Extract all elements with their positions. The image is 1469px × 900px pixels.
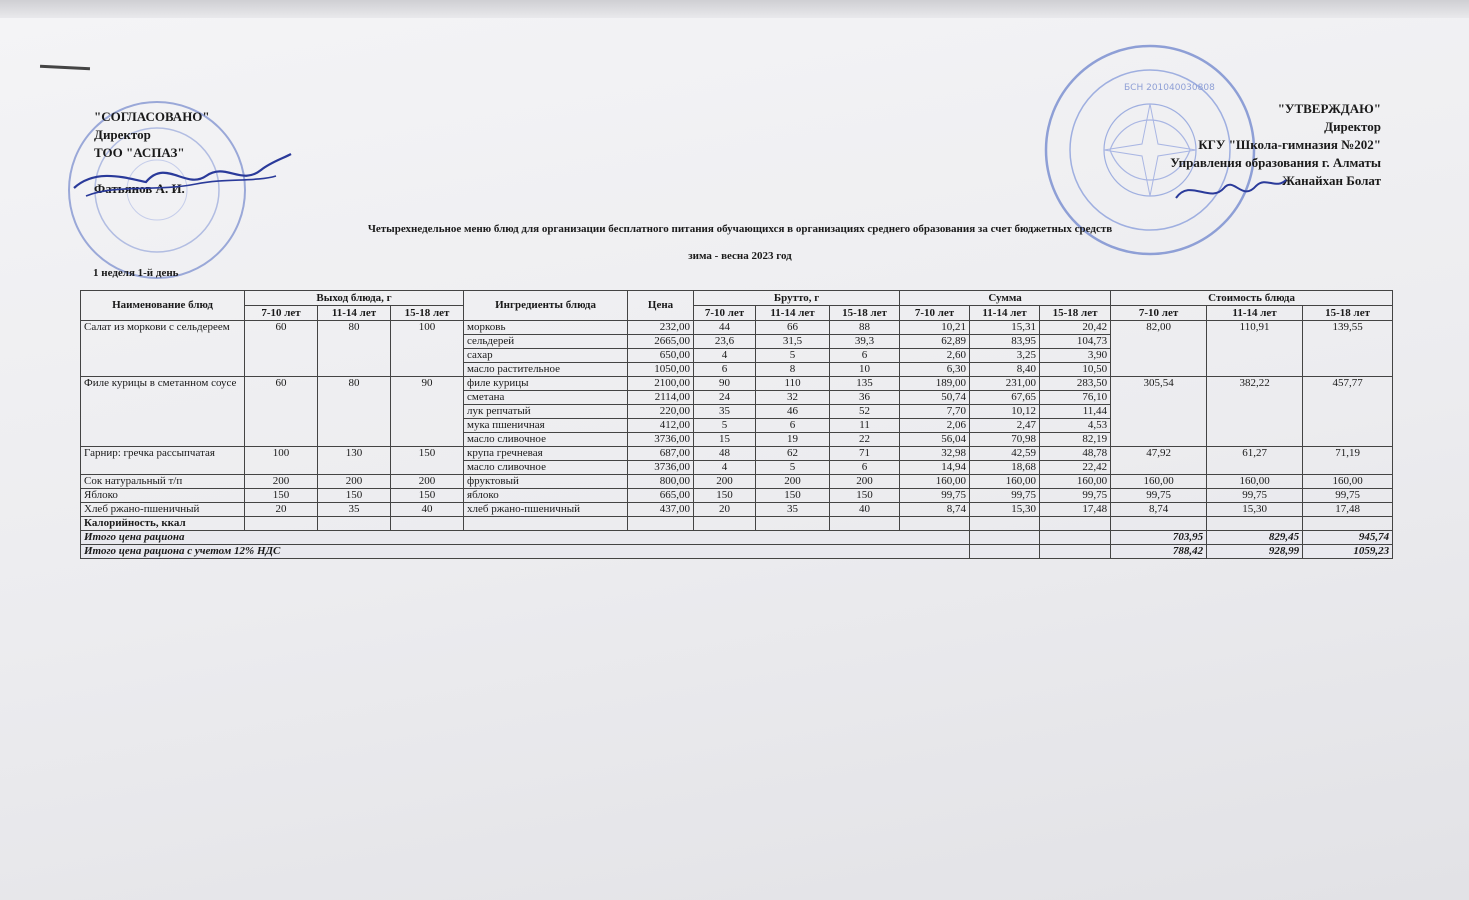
cost-age-2: 11-14 лет	[1207, 306, 1303, 321]
dish-cost: 99,75	[1303, 489, 1393, 503]
brutto-value: 11	[830, 419, 900, 433]
sum-value: 62,89	[900, 335, 970, 349]
calories-label: Калорийность, ккал	[81, 517, 245, 531]
ingredient-price: 1050,00	[628, 363, 694, 377]
empty-cell	[694, 517, 756, 531]
output-value: 40	[391, 503, 464, 517]
ingredient-price: 2114,00	[628, 391, 694, 405]
document-subtitle: зима - весна 2023 год	[688, 250, 792, 262]
brutto-value: 46	[756, 405, 830, 419]
sum-value: 18,68	[970, 461, 1040, 475]
sum-value: 160,00	[900, 475, 970, 489]
total-label: Итого цена рациона с учетом 12% НДС	[81, 545, 970, 559]
ingredient-price: 3736,00	[628, 461, 694, 475]
brutto-value: 150	[756, 489, 830, 503]
dish-cost: 82,00	[1111, 321, 1207, 377]
brutto-value: 6	[830, 461, 900, 475]
sum-value: 76,10	[1040, 391, 1111, 405]
sum-value: 189,00	[900, 377, 970, 391]
brutto-value: 31,5	[756, 335, 830, 349]
brutto-value: 35	[694, 405, 756, 419]
ingredient-name: сельдерей	[464, 335, 628, 349]
empty-cell	[245, 517, 318, 531]
output-age-1: 7-10 лет	[245, 306, 318, 321]
menu-table	[80, 290, 1393, 559]
sum-value: 10,12	[970, 405, 1040, 419]
sum-value: 2,47	[970, 419, 1040, 433]
cost-age-1: 7-10 лет	[1111, 306, 1207, 321]
output-value: 200	[391, 475, 464, 489]
sum-value: 99,75	[970, 489, 1040, 503]
sum-value: 50,74	[900, 391, 970, 405]
ingredient-name: хлеб ржано-пшеничный	[464, 503, 628, 517]
dish-name: Салат из моркови с сельдереем	[81, 321, 245, 377]
total-value: 788,42	[1111, 545, 1207, 559]
dish-name: Хлеб ржано-пшеничный	[81, 503, 245, 517]
sum-value: 283,50	[1040, 377, 1111, 391]
brutto-value: 71	[830, 447, 900, 461]
brutto-value: 200	[830, 475, 900, 489]
empty-cell	[1111, 517, 1207, 531]
sum-value: 160,00	[970, 475, 1040, 489]
col-ingredients: Ингредиенты блюда	[464, 291, 628, 321]
dish-cost: 110,91	[1207, 321, 1303, 377]
agreed-label: "СОГЛАСОВАНО"	[94, 109, 210, 124]
brutto-value: 52	[830, 405, 900, 419]
dish-cost: 160,00	[1111, 475, 1207, 489]
ingredient-name: лук репчатый	[464, 405, 628, 419]
ingredient-name: сметана	[464, 391, 628, 405]
output-value: 60	[245, 321, 318, 377]
empty-cell	[391, 517, 464, 531]
dish-cost: 305,54	[1111, 377, 1207, 447]
output-value: 200	[245, 475, 318, 489]
ingredient-price: 3736,00	[628, 433, 694, 447]
output-value: 200	[318, 475, 391, 489]
total-value: 703,95	[1111, 531, 1207, 545]
dish-cost: 8,74	[1111, 503, 1207, 517]
brutto-value: 35	[756, 503, 830, 517]
calories-row	[81, 517, 1393, 531]
brutto-value: 6	[694, 363, 756, 377]
cost-age-3: 15-18 лет	[1303, 306, 1393, 321]
brutto-value: 15	[694, 433, 756, 447]
sum-value: 17,48	[1040, 503, 1111, 517]
sum-value: 42,59	[970, 447, 1040, 461]
sum-age-2: 11-14 лет	[970, 306, 1040, 321]
brutto-value: 90	[694, 377, 756, 391]
ingredient-name: морковь	[464, 321, 628, 335]
stamp-code: БСН 201040030808	[1124, 83, 1215, 93]
brutto-value: 4	[694, 349, 756, 363]
brutto-value: 66	[756, 321, 830, 335]
dish-cost: 382,22	[1207, 377, 1303, 447]
ingredient-name: филе курицы	[464, 377, 628, 391]
sum-value: 2,06	[900, 419, 970, 433]
dish-name: Гарнир: гречка рассыпчатая	[81, 447, 245, 475]
output-age-3: 15-18 лет	[391, 306, 464, 321]
sum-value: 99,75	[900, 489, 970, 503]
signature-left	[66, 148, 296, 208]
sum-value: 20,42	[1040, 321, 1111, 335]
output-value: 150	[391, 447, 464, 475]
dish-cost: 457,77	[1303, 377, 1393, 447]
brutto-value: 62	[756, 447, 830, 461]
total-value: 1059,23	[1303, 545, 1393, 559]
ingredient-price: 687,00	[628, 447, 694, 461]
col-brutto: Брутто, г	[694, 291, 900, 306]
table-body	[81, 321, 1393, 559]
dish-name: Яблоко	[81, 489, 245, 503]
empty-cell	[830, 517, 900, 531]
total-label: Итого цена рациона	[81, 531, 970, 545]
director-right-label: Директор	[1324, 119, 1381, 134]
week-label: 1 неделя 1-й день	[93, 267, 179, 279]
ingredient-name: масло сливочное	[464, 433, 628, 447]
dish-cost: 139,55	[1303, 321, 1393, 377]
table-row	[81, 447, 1393, 461]
sum-value: 83,95	[970, 335, 1040, 349]
brutto-value: 19	[756, 433, 830, 447]
pen-mark	[40, 65, 90, 71]
ingredient-name: яблоко	[464, 489, 628, 503]
ingredient-name: масло сливочное	[464, 461, 628, 475]
ingredient-price: 232,00	[628, 321, 694, 335]
output-value: 80	[318, 377, 391, 447]
output-value: 130	[318, 447, 391, 475]
director-label: Директор	[94, 127, 151, 142]
table-row	[81, 321, 1393, 335]
table-row	[81, 489, 1393, 503]
brutto-value: 200	[756, 475, 830, 489]
table-header	[81, 291, 1393, 321]
ingredient-price: 437,00	[628, 503, 694, 517]
dish-cost: 71,19	[1303, 447, 1393, 475]
col-dish: Наименование блюд	[81, 291, 245, 321]
total-value: 829,45	[1207, 531, 1303, 545]
sum-value: 82,19	[1040, 433, 1111, 447]
ingredient-name: фруктовый	[464, 475, 628, 489]
brutto-value: 32	[756, 391, 830, 405]
school-label: КГУ "Школа-гимназия №202"	[1198, 137, 1381, 152]
dish-cost: 99,75	[1111, 489, 1207, 503]
output-value: 100	[245, 447, 318, 475]
sum-value: 22,42	[1040, 461, 1111, 475]
empty-cell	[970, 531, 1040, 545]
dish-cost: 99,75	[1207, 489, 1303, 503]
empty-cell	[970, 545, 1040, 559]
table-row	[81, 377, 1393, 391]
sum-value: 48,78	[1040, 447, 1111, 461]
output-value: 150	[318, 489, 391, 503]
brutto-value: 150	[694, 489, 756, 503]
empty-cell	[464, 517, 628, 531]
brutto-value: 36	[830, 391, 900, 405]
sum-age-3: 15-18 лет	[1040, 306, 1111, 321]
empty-cell	[1040, 517, 1111, 531]
sum-value: 11,44	[1040, 405, 1111, 419]
sum-value: 56,04	[900, 433, 970, 447]
brutto-value: 150	[830, 489, 900, 503]
brutto-value: 48	[694, 447, 756, 461]
sum-value: 8,74	[900, 503, 970, 517]
brutto-value: 6	[756, 419, 830, 433]
brutto-value: 6	[830, 349, 900, 363]
brutto-value: 24	[694, 391, 756, 405]
brutto-value: 22	[830, 433, 900, 447]
output-age-2: 11-14 лет	[318, 306, 391, 321]
dish-cost: 160,00	[1207, 475, 1303, 489]
ingredient-name: крупа гречневая	[464, 447, 628, 461]
document-title: Четырехнедельное меню блюд для организации бесплатного питания обучающихся в организациях среднего образования за счет бюджетных средств	[367, 223, 1113, 235]
sum-age-1: 7-10 лет	[900, 306, 970, 321]
empty-cell	[1303, 517, 1393, 531]
output-value: 90	[391, 377, 464, 447]
col-output: Выход блюда, г	[245, 291, 464, 306]
sum-value: 3,25	[970, 349, 1040, 363]
dish-cost: 17,48	[1303, 503, 1393, 517]
sum-value: 231,00	[970, 377, 1040, 391]
sum-value: 70,98	[970, 433, 1040, 447]
empty-cell	[1207, 517, 1303, 531]
empty-cell	[1040, 545, 1111, 559]
empty-cell	[756, 517, 830, 531]
sum-value: 8,40	[970, 363, 1040, 377]
col-sum: Сумма	[900, 291, 1111, 306]
sum-value: 99,75	[1040, 489, 1111, 503]
brutto-value: 5	[694, 419, 756, 433]
dish-cost: 47,92	[1111, 447, 1207, 475]
total-value: 928,99	[1207, 545, 1303, 559]
ingredient-price: 412,00	[628, 419, 694, 433]
approver-name: Жанайхан Болат	[1282, 173, 1381, 188]
empty-cell	[900, 517, 970, 531]
sum-value: 4,53	[1040, 419, 1111, 433]
ingredient-price: 2665,00	[628, 335, 694, 349]
ingredient-name: мука пшеничная	[464, 419, 628, 433]
brutto-value: 5	[756, 349, 830, 363]
sum-value: 67,65	[970, 391, 1040, 405]
ingredient-name: сахар	[464, 349, 628, 363]
table-row	[81, 475, 1393, 489]
sum-value: 7,70	[900, 405, 970, 419]
paper-edge	[0, 0, 1469, 18]
brutto-value: 110	[756, 377, 830, 391]
total-row	[81, 545, 1393, 559]
empty-cell	[970, 517, 1040, 531]
sum-value: 104,73	[1040, 335, 1111, 349]
sum-value: 6,30	[900, 363, 970, 377]
sum-value: 2,60	[900, 349, 970, 363]
total-value: 945,74	[1303, 531, 1393, 545]
sum-value: 15,30	[970, 503, 1040, 517]
brutto-age-1: 7-10 лет	[694, 306, 756, 321]
signer-name: Фатьянов А. И.	[94, 181, 185, 196]
sum-value: 160,00	[1040, 475, 1111, 489]
empty-cell	[628, 517, 694, 531]
sum-value: 14,94	[900, 461, 970, 475]
ingredient-price: 665,00	[628, 489, 694, 503]
output-value: 20	[245, 503, 318, 517]
dish-cost: 160,00	[1303, 475, 1393, 489]
brutto-value: 4	[694, 461, 756, 475]
ingredient-price: 650,00	[628, 349, 694, 363]
brutto-value: 44	[694, 321, 756, 335]
col-price: Цена	[628, 291, 694, 321]
table-row	[81, 503, 1393, 517]
output-value: 80	[318, 321, 391, 377]
brutto-value: 39,3	[830, 335, 900, 349]
brutto-value: 10	[830, 363, 900, 377]
brutto-value: 40	[830, 503, 900, 517]
department-label: Управления образования г. Алматы	[1170, 155, 1381, 170]
dish-cost: 15,30	[1207, 503, 1303, 517]
brutto-age-3: 15-18 лет	[830, 306, 900, 321]
dish-cost: 61,27	[1207, 447, 1303, 475]
brutto-value: 88	[830, 321, 900, 335]
empty-cell	[1040, 531, 1111, 545]
brutto-value: 135	[830, 377, 900, 391]
ingredient-price: 800,00	[628, 475, 694, 489]
ingredient-name: масло растительное	[464, 363, 628, 377]
ingredient-price: 2100,00	[628, 377, 694, 391]
dish-name: Филе курицы в сметанном соусе	[81, 377, 245, 447]
signature-right	[1170, 168, 1290, 212]
sum-value: 3,90	[1040, 349, 1111, 363]
brutto-value: 200	[694, 475, 756, 489]
brutto-age-2: 11-14 лет	[756, 306, 830, 321]
sum-value: 10,50	[1040, 363, 1111, 377]
brutto-value: 20	[694, 503, 756, 517]
output-value: 150	[245, 489, 318, 503]
sum-value: 15,31	[970, 321, 1040, 335]
brutto-value: 8	[756, 363, 830, 377]
total-row	[81, 531, 1393, 545]
output-value: 150	[391, 489, 464, 503]
company-label: ТОО "АСПАЗ"	[94, 145, 185, 160]
col-cost: Стоимость блюда	[1111, 291, 1393, 306]
empty-cell	[318, 517, 391, 531]
output-value: 100	[391, 321, 464, 377]
output-value: 60	[245, 377, 318, 447]
brutto-value: 23,6	[694, 335, 756, 349]
sum-value: 10,21	[900, 321, 970, 335]
dish-name: Сок натуральный т/п	[81, 475, 245, 489]
approve-label: "УТВЕРЖДАЮ"	[1277, 101, 1381, 116]
output-value: 35	[318, 503, 391, 517]
brutto-value: 5	[756, 461, 830, 475]
sum-value: 32,98	[900, 447, 970, 461]
ingredient-price: 220,00	[628, 405, 694, 419]
